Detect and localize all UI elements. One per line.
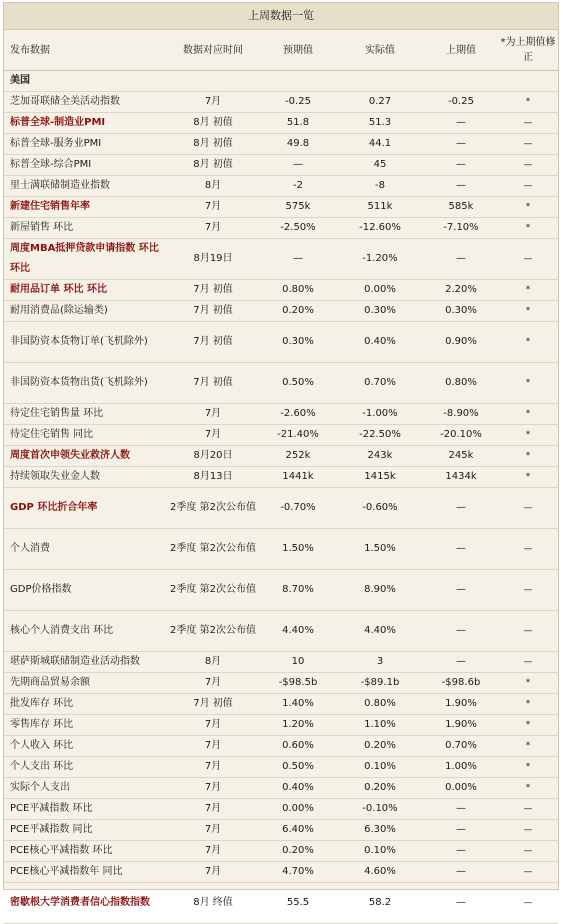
row-period: 8月 终值 bbox=[193, 897, 233, 908]
row-revised: * bbox=[525, 337, 531, 347]
header-previous: 上期值 bbox=[446, 44, 476, 56]
row-revised: * bbox=[525, 409, 531, 419]
row-estimate: -$98.5b bbox=[278, 677, 318, 688]
row-estimate: 0.20% bbox=[282, 845, 314, 856]
row-period: 8月13日 bbox=[193, 471, 233, 482]
row-previous: — bbox=[456, 824, 466, 835]
row-name: 耐用消费品(除运输类) bbox=[10, 305, 108, 316]
row-actual: 3 bbox=[376, 656, 384, 667]
row-name: 非国防资本货物订单(飞机除外) bbox=[10, 336, 148, 347]
row-actual: 0.80% bbox=[364, 698, 396, 709]
table-row bbox=[4, 715, 558, 736]
row-actual: 45 bbox=[373, 159, 387, 170]
row-period: 7月 bbox=[204, 803, 222, 814]
table-row bbox=[4, 673, 558, 694]
row-actual: 1.10% bbox=[364, 719, 396, 730]
row-revised: * bbox=[525, 378, 531, 388]
row-period: 2季度 第2次公布值 bbox=[170, 625, 256, 636]
row-revised: * bbox=[525, 285, 531, 295]
row-actual: -1.00% bbox=[362, 408, 398, 419]
row-name: GDP 环比折合年率 bbox=[10, 502, 98, 513]
row-estimate: 6.40% bbox=[282, 824, 314, 835]
row-name: 待定住宅销售 同比 bbox=[10, 429, 94, 440]
row-estimate: 1.50% bbox=[282, 543, 314, 554]
row-estimate: 0.40% bbox=[282, 782, 314, 793]
row-previous: 585k bbox=[448, 201, 474, 212]
row-actual: 0.10% bbox=[364, 761, 396, 772]
row-revised: * bbox=[525, 741, 531, 751]
row-period: 7月 bbox=[204, 96, 222, 107]
row-period: 7月 bbox=[204, 201, 222, 212]
row-revised: * bbox=[525, 306, 531, 316]
header-estimate: 预期值 bbox=[283, 44, 313, 56]
row-actual: 6.30% bbox=[364, 824, 396, 835]
row-previous: 1.00% bbox=[445, 761, 477, 772]
row-name: 密歇根大学消费者信心指数指数 bbox=[10, 897, 150, 908]
row-period: 8月20日 bbox=[193, 450, 233, 461]
table-row bbox=[4, 883, 558, 924]
row-previous: — bbox=[456, 117, 466, 128]
row-estimate: 4.70% bbox=[282, 866, 314, 877]
table-row bbox=[4, 92, 558, 113]
table-row bbox=[4, 446, 558, 467]
row-actual: 44.1 bbox=[368, 138, 392, 149]
row-revised: — bbox=[523, 585, 533, 595]
row-previous: 245k bbox=[448, 450, 474, 461]
row-estimate: 0.50% bbox=[282, 761, 314, 772]
table-row bbox=[4, 176, 558, 197]
row-actual: 1.50% bbox=[364, 543, 396, 554]
row-revised: — bbox=[523, 657, 533, 667]
row-name: 个人支出 环比 bbox=[10, 761, 74, 772]
row-period: 7月 初值 bbox=[193, 377, 233, 388]
row-previous: 1.90% bbox=[445, 698, 477, 709]
row-name: 新建住宅销售年率 bbox=[10, 201, 90, 212]
row-revised: * bbox=[525, 451, 531, 461]
table-row bbox=[4, 757, 558, 778]
row-name: 标普全球-制造业PMI bbox=[10, 117, 106, 128]
row-estimate: -2.50% bbox=[280, 222, 316, 233]
row-actual: 0.30% bbox=[364, 305, 396, 316]
row-previous: -8.90% bbox=[443, 408, 479, 419]
table-row bbox=[4, 736, 558, 757]
row-actual: -8 bbox=[375, 180, 385, 191]
table-row bbox=[4, 467, 558, 488]
row-revised: — bbox=[523, 181, 533, 191]
row-name: 个人收入 环比 bbox=[10, 740, 74, 751]
row-name: 先期商品贸易余额 bbox=[10, 677, 90, 688]
row-previous: — bbox=[456, 845, 466, 856]
section-row bbox=[4, 71, 558, 92]
row-name: 芝加哥联储全美活动指数 bbox=[10, 96, 120, 107]
row-estimate: 0.20% bbox=[282, 305, 314, 316]
row-revised: — bbox=[523, 898, 533, 908]
row-period: 8月 bbox=[204, 656, 222, 667]
row-period: 8月 初值 bbox=[193, 138, 233, 149]
row-previous: 0.70% bbox=[445, 740, 477, 751]
table-row bbox=[4, 570, 558, 611]
table-row bbox=[4, 488, 558, 529]
row-period: 7月 初值 bbox=[193, 284, 233, 295]
table-row bbox=[4, 425, 558, 446]
row-actual: -22.50% bbox=[359, 429, 401, 440]
row-name: 周度首次申领失业救济人数 bbox=[10, 450, 130, 461]
row-period: 7月 bbox=[204, 677, 222, 688]
row-previous: — bbox=[456, 502, 466, 513]
row-actual: 0.70% bbox=[364, 377, 396, 388]
table-row bbox=[4, 322, 558, 363]
row-estimate: -2 bbox=[293, 180, 303, 191]
row-actual: 0.40% bbox=[364, 336, 396, 347]
row-estimate: 0.30% bbox=[282, 336, 314, 347]
row-name: GDP价格指数 bbox=[10, 584, 72, 595]
row-estimate: -0.25 bbox=[285, 96, 311, 107]
row-actual: 0.27 bbox=[368, 96, 392, 107]
row-estimate: 0.60% bbox=[282, 740, 314, 751]
row-estimate: 51.8 bbox=[286, 117, 310, 128]
row-estimate: 1.20% bbox=[282, 719, 314, 730]
row-actual: 0.00% bbox=[364, 284, 396, 295]
row-estimate: 1441k bbox=[282, 471, 314, 482]
row-actual: -0.10% bbox=[362, 803, 398, 814]
row-actual: 4.40% bbox=[364, 625, 396, 636]
row-period: 7月 初值 bbox=[193, 698, 233, 709]
table-row bbox=[4, 280, 558, 301]
row-actual: 1415k bbox=[364, 471, 396, 482]
row-previous: -20.10% bbox=[440, 429, 482, 440]
table-row bbox=[4, 301, 558, 322]
row-revised: * bbox=[525, 762, 531, 772]
row-actual: 511k bbox=[367, 201, 393, 212]
row-actual: 0.20% bbox=[364, 782, 396, 793]
row-name: PCE平减指数 同比 bbox=[10, 824, 93, 835]
row-revised: * bbox=[525, 783, 531, 793]
row-previous: 0.90% bbox=[445, 336, 477, 347]
row-previous: — bbox=[456, 253, 466, 264]
row-revised: — bbox=[523, 160, 533, 170]
row-name: 批发库存 环比 bbox=[10, 698, 74, 709]
table-row bbox=[4, 197, 558, 218]
row-actual: 243k bbox=[367, 450, 393, 461]
row-period: 7月 bbox=[204, 429, 222, 440]
row-estimate: -21.40% bbox=[277, 429, 319, 440]
row-period: 7月 bbox=[204, 740, 222, 751]
row-period: 7月 bbox=[204, 866, 222, 877]
row-estimate: 10 bbox=[291, 656, 305, 667]
row-period: 2季度 第2次公布值 bbox=[170, 543, 256, 554]
row-name: 堪萨斯城联储制造业活动指数 bbox=[10, 656, 140, 667]
row-name: 核心个人消费支出 环比 bbox=[10, 625, 114, 636]
row-previous: — bbox=[456, 866, 466, 877]
row-revised: * bbox=[525, 678, 531, 688]
row-period: 2季度 第2次公布值 bbox=[170, 584, 256, 595]
row-revised: — bbox=[523, 867, 533, 877]
table-row bbox=[4, 239, 558, 280]
data-table bbox=[3, 2, 559, 908]
row-revised: — bbox=[523, 118, 533, 128]
row-name: 零售库存 环比 bbox=[10, 719, 74, 730]
row-actual: -1.20% bbox=[362, 253, 398, 264]
row-previous: 0.80% bbox=[445, 377, 477, 388]
row-name: 标普全球-服务业PMI bbox=[10, 138, 102, 149]
row-revised: — bbox=[523, 254, 533, 264]
row-revised: * bbox=[525, 202, 531, 212]
table-row bbox=[4, 404, 558, 425]
row-estimate: 0.00% bbox=[282, 803, 314, 814]
row-actual: 58.2 bbox=[368, 897, 392, 908]
row-name: 待定住宅销售量 环比 bbox=[10, 408, 104, 419]
row-previous: 2.20% bbox=[445, 284, 477, 295]
row-name: 周度MBA抵押贷款申请指数 环比 环比 bbox=[10, 243, 159, 274]
row-estimate: 0.50% bbox=[282, 377, 314, 388]
table-row bbox=[4, 134, 558, 155]
row-previous: — bbox=[456, 656, 466, 667]
row-revised: * bbox=[525, 430, 531, 440]
row-estimate: 575k bbox=[285, 201, 311, 212]
row-period: 7月 bbox=[204, 845, 222, 856]
row-actual: 0.10% bbox=[364, 845, 396, 856]
table-row bbox=[4, 820, 558, 841]
row-name: 耐用品订单 环比 环比 bbox=[10, 284, 107, 295]
row-name: 里士满联储制造业指数 bbox=[10, 180, 110, 191]
row-name: 非国防资本货物出货(飞机除外) bbox=[10, 377, 148, 388]
row-previous: — bbox=[456, 138, 466, 149]
table-row bbox=[4, 841, 558, 862]
table-row bbox=[4, 611, 558, 652]
row-estimate: -2.60% bbox=[280, 408, 316, 419]
header-actual: 实际值 bbox=[365, 44, 395, 56]
row-revised: — bbox=[523, 626, 533, 636]
table-row bbox=[4, 778, 558, 799]
row-period: 8月19日 bbox=[193, 253, 233, 264]
row-revised: * bbox=[525, 97, 531, 107]
row-revised: * bbox=[525, 472, 531, 482]
row-previous: 0.00% bbox=[445, 782, 477, 793]
row-revised: — bbox=[523, 503, 533, 513]
row-revised: — bbox=[523, 544, 533, 554]
row-name: 新屋销售 环比 bbox=[10, 222, 74, 233]
row-period: 7月 bbox=[204, 761, 222, 772]
table-row bbox=[4, 218, 558, 239]
table-row bbox=[4, 363, 558, 404]
row-previous: 1434k bbox=[445, 471, 477, 482]
row-previous: — bbox=[456, 803, 466, 814]
row-revised: — bbox=[523, 139, 533, 149]
header-revised: *为上期值修正 bbox=[500, 37, 556, 63]
row-period: 7月 bbox=[204, 408, 222, 419]
row-estimate: 8.70% bbox=[282, 584, 314, 595]
row-previous: — bbox=[456, 543, 466, 554]
row-actual: 51.3 bbox=[368, 117, 392, 128]
row-period: 8月 初值 bbox=[193, 117, 233, 128]
table-title: 上周数据一览 bbox=[4, 3, 558, 30]
table-row bbox=[4, 862, 558, 883]
row-actual: -0.60% bbox=[362, 502, 398, 513]
row-previous: 0.30% bbox=[445, 305, 477, 316]
row-period: 7月 bbox=[204, 824, 222, 835]
table-row bbox=[4, 799, 558, 820]
row-revised: — bbox=[523, 825, 533, 835]
row-actual: 4.60% bbox=[364, 866, 396, 877]
row-previous: 1.90% bbox=[445, 719, 477, 730]
row-period: 7月 初值 bbox=[193, 305, 233, 316]
row-period: 7月 bbox=[204, 782, 222, 793]
row-period: 8月 bbox=[204, 180, 222, 191]
row-revised: * bbox=[525, 223, 531, 233]
row-estimate: — bbox=[293, 253, 303, 264]
row-estimate: — bbox=[293, 159, 303, 170]
table-header bbox=[4, 30, 558, 71]
row-actual: 0.20% bbox=[364, 740, 396, 751]
row-name: 个人消费 bbox=[10, 543, 50, 554]
row-name: 持续领取失业金人数 bbox=[10, 471, 100, 482]
row-period: 7月 bbox=[204, 719, 222, 730]
header-period: 数据对应时间 bbox=[183, 44, 243, 56]
row-name: PCE核心平减指数 环比 bbox=[10, 845, 113, 856]
row-period: 8月 初值 bbox=[193, 159, 233, 170]
row-estimate: 0.80% bbox=[282, 284, 314, 295]
row-estimate: 252k bbox=[285, 450, 311, 461]
row-name: PCE平减指数 环比 bbox=[10, 803, 93, 814]
row-period: 7月 初值 bbox=[193, 336, 233, 347]
row-estimate: 49.8 bbox=[286, 138, 310, 149]
row-previous: — bbox=[456, 897, 466, 908]
row-period: 2季度 第2次公布值 bbox=[170, 502, 256, 513]
row-previous: -7.10% bbox=[443, 222, 479, 233]
table-body bbox=[4, 71, 558, 924]
row-previous: -0.25 bbox=[448, 96, 474, 107]
row-name: PCE核心平减指数年 同比 bbox=[10, 866, 123, 877]
row-previous: -$98.6b bbox=[441, 677, 481, 688]
row-actual: -12.60% bbox=[359, 222, 401, 233]
row-previous: — bbox=[456, 584, 466, 595]
row-estimate: 1.40% bbox=[282, 698, 314, 709]
row-revised: * bbox=[525, 699, 531, 709]
header-name: 发布数据 bbox=[10, 44, 50, 56]
row-actual: -$89.1b bbox=[360, 677, 400, 688]
row-revised: — bbox=[523, 804, 533, 814]
table-row bbox=[4, 113, 558, 134]
row-name: 标普全球-综合PMI bbox=[10, 159, 92, 170]
row-revised: — bbox=[523, 846, 533, 856]
row-previous: — bbox=[456, 159, 466, 170]
section-label: 美国 bbox=[10, 75, 30, 86]
row-estimate: 4.40% bbox=[282, 625, 314, 636]
row-period: 7月 bbox=[204, 222, 222, 233]
row-estimate: -0.70% bbox=[280, 502, 316, 513]
row-estimate: 55.5 bbox=[286, 897, 310, 908]
row-previous: — bbox=[456, 180, 466, 191]
row-name: 实际个人支出 bbox=[10, 782, 70, 793]
row-revised: * bbox=[525, 720, 531, 730]
row-previous: — bbox=[456, 625, 466, 636]
table-row bbox=[4, 529, 558, 570]
table-row bbox=[4, 694, 558, 715]
row-actual: 8.90% bbox=[364, 584, 396, 595]
table-row bbox=[4, 652, 558, 673]
table-row bbox=[4, 155, 558, 176]
